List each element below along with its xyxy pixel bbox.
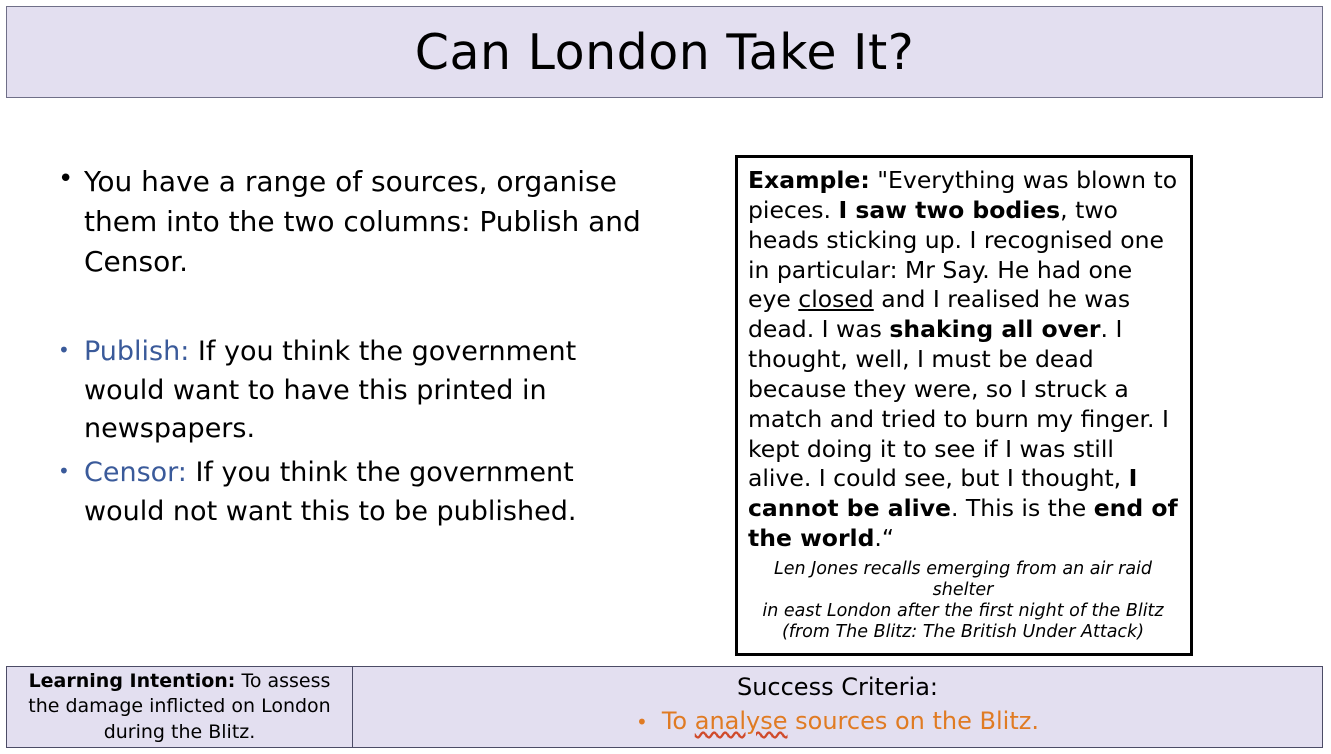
quote-fragment: I saw two bodies bbox=[838, 195, 1061, 224]
example-label: Example: bbox=[748, 166, 870, 194]
instruction-list bbox=[40, 162, 660, 281]
quote-fragment: .“ bbox=[874, 524, 895, 553]
publish-label: Publish: bbox=[84, 336, 190, 368]
success-criteria-panel bbox=[353, 666, 1323, 748]
quote-fragment: I cannot be alive bbox=[748, 464, 1138, 523]
learning-intention-label: Learning Intention: bbox=[28, 669, 236, 692]
list-item bbox=[40, 162, 660, 281]
example-attribution bbox=[748, 559, 1178, 643]
learning-intention-panel bbox=[6, 666, 353, 748]
censor-label: Censor: bbox=[84, 457, 187, 489]
quote-fragment: shaking all over bbox=[889, 315, 1101, 344]
success-criteria-text bbox=[662, 707, 1039, 735]
spacer bbox=[40, 287, 660, 333]
quote-fragment: "Everything was blown to pieces. bbox=[748, 166, 1178, 224]
attribution-line: Len Jones recalls emerging from an air raid shelter bbox=[773, 558, 1153, 600]
instruction-text: You have a range of sources, organise them into the two columns: Publish and Censor. bbox=[84, 165, 641, 278]
instruction-list-secondary bbox=[40, 333, 660, 531]
bullet-icon: • bbox=[636, 710, 648, 734]
success-criteria-item bbox=[353, 707, 1322, 735]
publish-text: If you think the government would want to have this printed in newspapers. bbox=[84, 336, 577, 444]
learning-intention bbox=[13, 669, 346, 746]
list-item bbox=[40, 454, 660, 531]
success-criteria-title: Success Criteria: bbox=[736, 673, 939, 701]
list-item bbox=[40, 333, 660, 448]
sc-post: sources on the Blitz. bbox=[787, 707, 1039, 735]
censor-text: If you think the government would not want this to be published. bbox=[84, 457, 577, 527]
attribution-line: in east London after the first night of the Blitz bbox=[762, 600, 1164, 621]
example-quote bbox=[748, 166, 1178, 554]
attribution-line: (from The Blitz: The British Under Attack) bbox=[781, 621, 1145, 642]
page-title: Can London Take It? bbox=[414, 23, 915, 81]
instructions-panel bbox=[40, 162, 660, 537]
example-source-box bbox=[735, 155, 1193, 656]
quote-fragment: end of the world bbox=[748, 494, 1178, 553]
quote-fragment: closed bbox=[798, 285, 874, 314]
slide-title-bar bbox=[6, 6, 1323, 98]
sc-pre: To bbox=[661, 707, 695, 735]
learning-intention-text: To assess the damage inflicted on London during the Blitz. bbox=[28, 669, 331, 743]
quote-fragment: . I thought, well, I must be dead because they were, so I struck a match and tried to burn my finger. I kept doing it to see if I was still alive. I could see, but I thought, bbox=[748, 315, 1169, 493]
slide-body bbox=[0, 100, 1331, 654]
quote-fragment: , two heads sticking up. I recognised one in particular: Mr Say. He had one eye bbox=[748, 195, 1164, 314]
example-quote-text bbox=[748, 166, 1178, 552]
slide-footer bbox=[6, 666, 1323, 748]
sc-keyword: analyse bbox=[694, 707, 788, 735]
quote-fragment: and I realised he was dead. I was bbox=[748, 285, 1131, 344]
quote-fragment: . This is the bbox=[950, 494, 1094, 523]
